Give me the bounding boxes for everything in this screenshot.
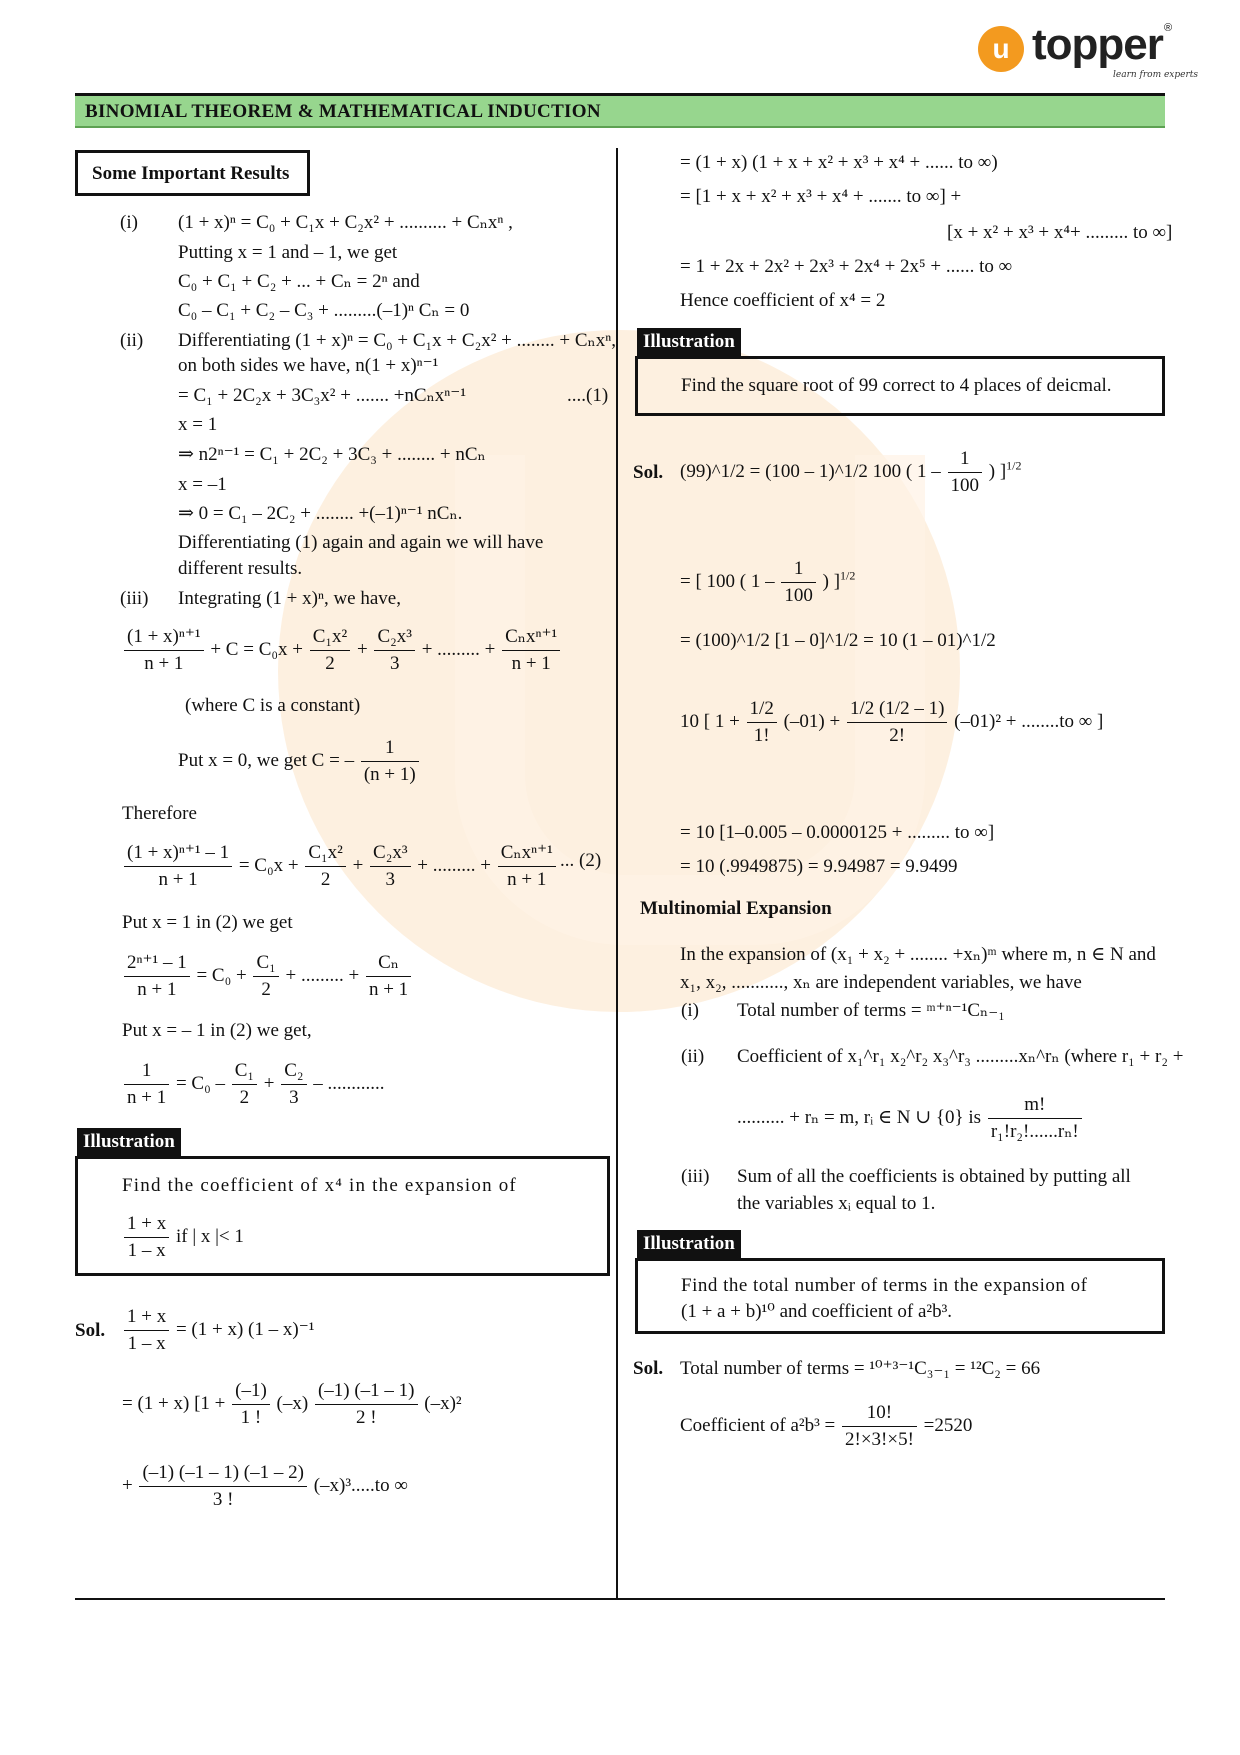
text-line: x = 1 <box>178 414 218 435</box>
result-line: Hence coefficient of x⁴ = 2 <box>680 290 886 311</box>
illustration-box <box>75 1156 610 1276</box>
equation-term: + <box>352 854 364 876</box>
logo-registered: ® <box>1164 22 1173 34</box>
results-title: Some Important Results <box>92 163 290 184</box>
illustration-expression <box>122 1211 244 1264</box>
text-line: In the expansion of (x₁ + x₂ + ........ +xₙ)ᵐ where m, n ∈ N and <box>680 944 1156 965</box>
equation-number: ... (2) <box>560 850 602 871</box>
frac-den: r₁!r₂!......rₙ! <box>990 1121 1079 1142</box>
solution-step-1 <box>122 1304 314 1357</box>
frac-den: n + 1 <box>368 979 409 1000</box>
frac-num: C₂x³ <box>374 624 415 651</box>
condition: if | x |< 1 <box>175 1225 244 1247</box>
exponent: 1/2 <box>840 568 856 583</box>
frac-den: 2 <box>261 979 271 1000</box>
sqrt-step-2 <box>680 556 855 609</box>
frac-num: 1/2 <box>747 696 777 723</box>
solution-label: Sol. <box>633 462 664 483</box>
equation-term: = C₀ + <box>196 964 247 986</box>
frac-den: 1 – x <box>127 1333 166 1354</box>
illustration-question: Find the coefficient of x⁴ in the expansion of <box>122 1175 517 1196</box>
equation-term: ) ] <box>822 570 841 592</box>
sum-coefficients: C₀ + C₁ + C₂ + ... + Cₙ = 2ⁿ and <box>178 271 420 292</box>
equation-term: = C₀ – <box>175 1072 225 1094</box>
equation-term: + ......... + <box>421 638 496 660</box>
frac-num: 10! <box>842 1400 917 1427</box>
equation-term: – ............ <box>313 1072 385 1094</box>
equation-term: + <box>263 1072 275 1094</box>
frac-num: Cₙxⁿ⁺¹ <box>502 624 560 651</box>
coefficient-formula-cont <box>737 1092 1084 1145</box>
frac-den: 2! <box>889 725 906 746</box>
equation-term: (–01)² + ........to ∞ ] <box>954 710 1104 732</box>
equation-term: (–01) + <box>783 710 841 732</box>
equation-term: (–x)² <box>424 1392 462 1414</box>
frac-den: n + 1 <box>127 1087 167 1108</box>
equation-term: 10 [ 1 + <box>680 710 740 732</box>
chapter-banner <box>75 96 1165 128</box>
constant-value <box>178 735 421 788</box>
sqrt-result: = 10 (.9949875) = 9.94987 = 9.9499 <box>680 856 958 877</box>
equation-term: + ......... + <box>285 964 360 986</box>
equation-term: Put x = 0, we get C = – <box>178 749 355 771</box>
frac-num: 1 <box>361 735 419 762</box>
equation-term: (99)^1/2 = (100 – 1)^1/2 <box>680 460 868 482</box>
frac-num: C₁ <box>232 1058 257 1085</box>
illustration-question: Find the total number of terms in the expansion of <box>681 1275 1088 1296</box>
derivative-equation: = C₁ + 2C₂x + 3C₃x² + ....... +nCₙxⁿ⁻¹ <box>178 385 467 406</box>
equation-number: ....(1) <box>567 385 609 406</box>
sqrt-step-4 <box>680 696 1103 749</box>
frac-num: 1 + x <box>124 1211 169 1238</box>
illustration-tag: Illustration <box>77 1128 181 1156</box>
text-line: Put x = 1 in (2) we get <box>122 912 293 933</box>
equation-line: ⇒ n2ⁿ⁻¹ = C₁ + 2C₂ + 3C₃ + ........ + nCₙ <box>178 444 486 465</box>
frac-den: n + 1 <box>158 869 198 890</box>
integration-equation <box>122 624 562 677</box>
frac-den: 3 <box>385 869 396 890</box>
frac-den: n + 1 <box>137 979 177 1000</box>
item-i-label: (i) <box>681 1000 699 1021</box>
footer-rule <box>75 1598 1165 1600</box>
illustration-question: Find the square root of 99 correct to 4 places of deicmal. <box>681 375 1112 396</box>
illustration-box <box>635 356 1165 416</box>
frac-num: C₂x³ <box>370 840 411 867</box>
frac-den: 2 <box>325 653 335 674</box>
frac-num: 1/2 (1/2 – 1) <box>847 696 947 723</box>
logo-name: topper <box>1032 20 1163 69</box>
frac-num: (1 + x)ⁿ⁺¹ <box>124 624 204 651</box>
frac-den: n + 1 <box>507 869 547 890</box>
frac-den: 1! <box>753 725 770 746</box>
text-line: different results. <box>178 558 303 579</box>
alternating-sum: C₀ – C₁ + C₂ – C₃ + .........(–1)ⁿ Cₙ = 0 <box>178 300 470 321</box>
frac-num: C₁x² <box>310 624 351 651</box>
binomial-expansion: (1 + x)ⁿ = C₀ + C₁x + C₂x² + .......... + Cₙxⁿ , <box>178 212 513 233</box>
frac-num: (–1) (–1 – 1) <box>315 1378 418 1405</box>
coefficient-result <box>680 1400 972 1453</box>
illustration-tag: Illustration <box>637 1230 741 1258</box>
equation-term: Coefficient of a²b³ = <box>680 1414 836 1436</box>
sqrt-step-3: = (100)^1/2 [1 – 0]^1/2 = 10 (1 – 01)^1/2 <box>680 630 996 651</box>
frac-den: 100 <box>784 585 813 606</box>
exponent: 1/2 <box>1006 458 1022 473</box>
text-line: Sum of all the coefficients is obtained by putting all <box>737 1166 1131 1187</box>
equation-term: 100 ( 1 – <box>872 460 941 482</box>
solution-step-3 <box>122 1460 408 1513</box>
total-terms-result: Total number of terms = ¹⁰⁺³⁻¹C₃₋₁ = ¹²C₂ = 66 <box>680 1358 1041 1379</box>
text-line: Therefore <box>122 803 197 824</box>
text-line: on both sides we have, n(1 + x)ⁿ⁻¹ <box>178 355 439 376</box>
equation-term: = [ 100 ( 1 – <box>680 570 775 592</box>
frac-num: (1 + x)ⁿ⁺¹ – 1 <box>124 840 232 867</box>
text-line: Differentiating (1) again and again we will have <box>178 532 544 553</box>
equation-term: + <box>122 1474 133 1496</box>
equation-term: + C = C₀x + <box>210 638 303 660</box>
equation-line: = (1 + x) (1 + x + x² + x³ + x⁴ + ...... to ∞) <box>680 152 998 173</box>
solution-label: Sol. <box>633 1358 664 1379</box>
illustration-box <box>635 1258 1165 1334</box>
item-ii-label: (ii) <box>120 330 144 351</box>
item-iii-label: (iii) <box>120 588 149 609</box>
text-line: Differentiating (1 + x)ⁿ = C₀ + C₁x + C₂x² + ........ + Cₙxⁿ, <box>178 330 616 351</box>
frac-num: 1 + x <box>124 1304 169 1331</box>
frac-den: 3 ! <box>212 1489 234 1510</box>
frac-num: 1 <box>124 1058 169 1085</box>
equation-term: = (1 + x) [1 + <box>122 1392 226 1414</box>
frac-den: 1 – x <box>127 1240 166 1261</box>
frac-den: 3 <box>389 653 400 674</box>
equation-x1 <box>122 950 413 1003</box>
equation-line: = [1 + x + x² + x³ + x⁴ + ....... to ∞] + <box>680 186 962 207</box>
equation-line: ⇒ 0 = C₁ – 2C₂ + ........ +(–1)ⁿ⁻¹ nCₙ. <box>178 503 463 524</box>
frac-num: (–1) <box>232 1378 270 1405</box>
equation-term: ) ] <box>988 460 1007 482</box>
equation-term: .......... + rₙ = m, rᵢ ∈ N ∪ {0} is <box>737 1106 982 1128</box>
solution-step-2 <box>122 1378 462 1431</box>
frac-num: Cₙxⁿ⁺¹ <box>498 840 556 867</box>
frac-num: C₁ <box>253 950 278 977</box>
logo-u-icon: u <box>978 26 1024 72</box>
frac-den: 2 <box>239 1087 250 1108</box>
equation-term: =2520 <box>923 1414 973 1436</box>
text-line: Put x = – 1 in (2) we get, <box>122 1020 312 1041</box>
total-terms-formula: Total number of terms = ᵐ⁺ⁿ⁻¹Cₙ₋₁ <box>737 1000 1005 1021</box>
equation-line: [x + x² + x³ + x⁴+ ......... to ∞] <box>947 222 1173 243</box>
equation-line: = 1 + 2x + 2x² + 2x³ + 2x⁴ + 2x⁵ + ...... to ∞ <box>680 256 1013 277</box>
frac-num: 2ⁿ⁺¹ – 1 <box>124 950 190 977</box>
text-line: Integrating (1 + x)ⁿ, we have, <box>178 588 401 609</box>
frac-num: 1 <box>781 556 816 583</box>
sqrt-step-5: = 10 [1–0.005 – 0.0000125 + ......... to ∞] <box>680 822 995 843</box>
equation-term: = C₀x + <box>238 854 299 876</box>
frac-num: m! <box>988 1092 1082 1119</box>
text-line: the variables xᵢ equal to 1. <box>737 1193 936 1214</box>
results-title-box <box>75 150 310 196</box>
equation-term: (–x)³.....to ∞ <box>313 1474 408 1496</box>
logo-tagline: learn from experts <box>1113 70 1199 80</box>
item-ii-label: (ii) <box>681 1046 705 1067</box>
text-line: Putting x = 1 and – 1, we get <box>178 242 398 263</box>
column-divider <box>616 148 618 1598</box>
chapter-title: BINOMIAL THEOREM & MATHEMATICAL INDUCTION <box>85 101 601 122</box>
frac-num: 1 <box>948 446 983 473</box>
frac-den: n + 1 <box>144 653 184 674</box>
item-i-label: (i) <box>120 212 138 233</box>
frac-den: 2!×3!×5! <box>845 1429 914 1450</box>
frac-den: 2 ! <box>355 1407 377 1428</box>
frac-num: C₁x² <box>305 840 346 867</box>
frac-den: 2 <box>320 869 331 890</box>
equation-2 <box>122 840 558 893</box>
frac-den: 1 ! <box>240 1407 262 1428</box>
frac-den: 3 <box>289 1087 299 1108</box>
illustration-tag: Illustration <box>637 328 741 356</box>
sqrt-step-1 <box>680 446 1022 499</box>
item-iii-label: (iii) <box>681 1166 710 1187</box>
equation-xm1 <box>122 1058 385 1111</box>
frac-den: (n + 1) <box>363 764 416 785</box>
frac-den: n + 1 <box>511 653 551 674</box>
frac-num: Cₙ <box>366 950 411 977</box>
illustration-question: (1 + a + b)¹⁰ and coefficient of a²b³. <box>681 1301 953 1322</box>
text-line: x₁, x₂, ..........., xₙ are independent variables, we have <box>680 972 1082 993</box>
equation-term: + <box>356 638 368 660</box>
equation-term: = (1 + x) (1 – x)⁻¹ <box>175 1318 315 1340</box>
equation-term: + ......... + <box>417 854 491 876</box>
solution-label: Sol. <box>75 1320 106 1341</box>
constant-note: (where C is a constant) <box>185 695 361 716</box>
equation-term: (–x) <box>276 1392 309 1414</box>
frac-den: 100 <box>950 475 979 496</box>
coefficient-formula: Coefficient of x₁^r₁ x₂^r₂ x₃^r₃ .........xₙ^rₙ (where r₁ + r₂ + <box>737 1046 1184 1067</box>
frac-num: (–1) (–1 – 1) (–1 – 2) <box>139 1460 306 1487</box>
multinomial-heading: Multinomial Expansion <box>640 898 832 919</box>
text-line: x = –1 <box>178 474 227 495</box>
frac-num: C₂ <box>281 1058 306 1085</box>
